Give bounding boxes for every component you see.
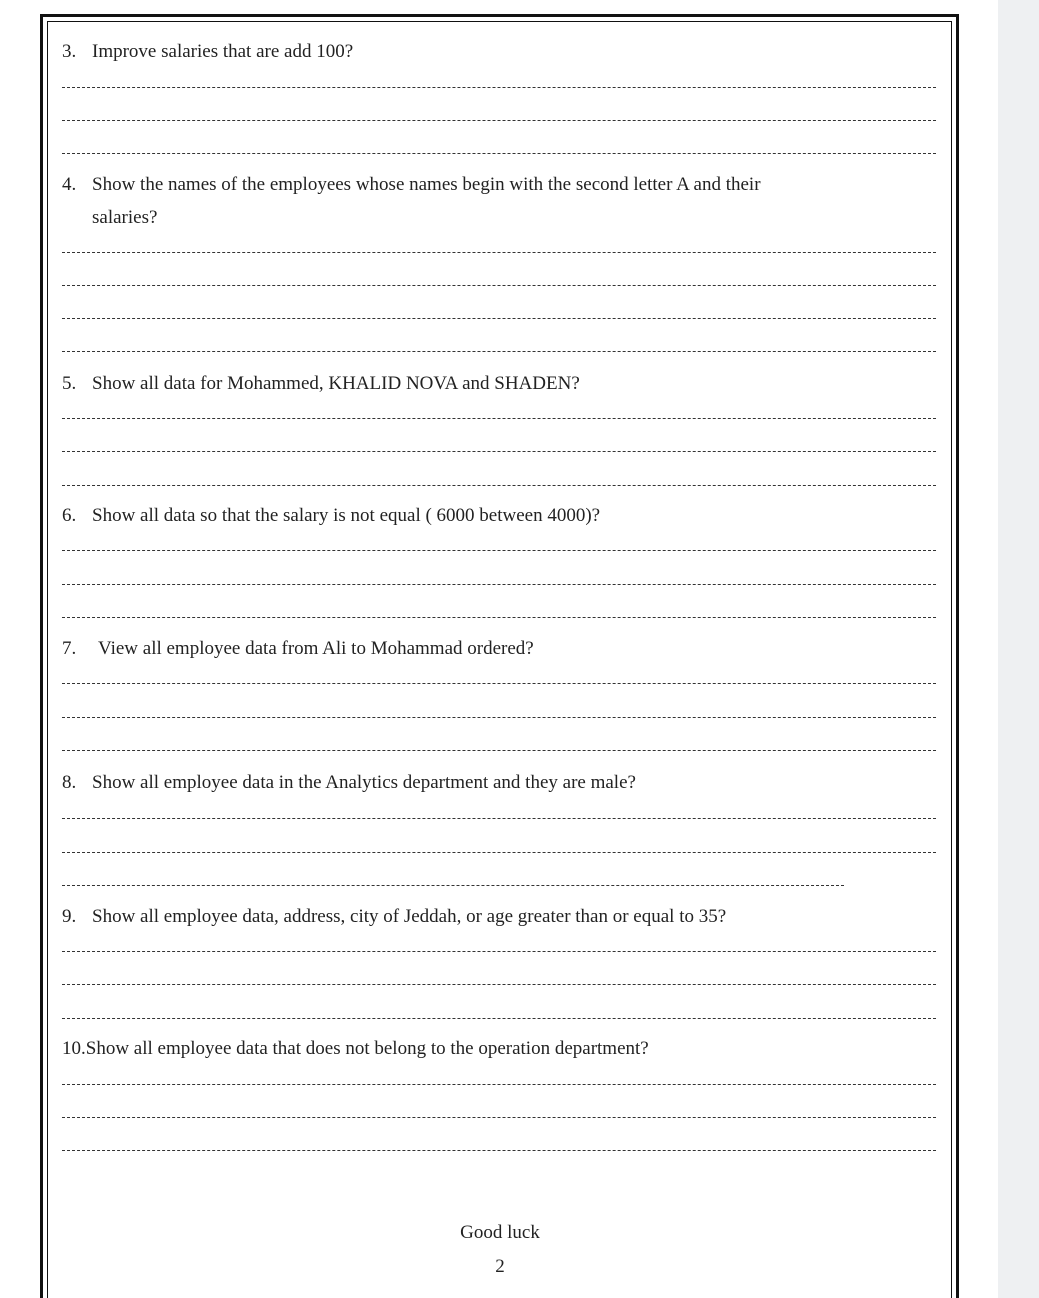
answer-line [62, 87, 936, 88]
viewer-gutter [998, 0, 1039, 1298]
question-text: Show all employee data in the Analytics department and they are male? [92, 772, 636, 793]
answer-line [62, 285, 936, 286]
question-text: Show all employee data, address, city of Jeddah, or age greater than or equal to 35? [92, 906, 727, 927]
question-number: 6. [62, 505, 77, 526]
answer-line [62, 451, 936, 452]
question-7 [62, 638, 534, 660]
answer-line [62, 153, 936, 154]
question-text: Show all data so that the salary is not equal ( 6000 between 4000)? [92, 505, 601, 526]
question-text: Improve salaries that are add 100? [92, 41, 354, 62]
answer-line [62, 683, 936, 684]
answer-line [62, 1084, 936, 1085]
question-text: View all employee data from Ali to Mohammad ordered? [98, 638, 534, 659]
question-4 [62, 174, 761, 196]
answer-line [62, 1117, 936, 1118]
answer-line [62, 984, 936, 985]
answer-line [62, 418, 936, 419]
question-text: Show the names of the employees whose names begin with the second letter A and their [92, 174, 761, 195]
question-9 [62, 906, 726, 928]
answer-line [62, 617, 936, 618]
question-3 [62, 41, 353, 63]
answer-line [62, 550, 936, 551]
answer-line [62, 852, 936, 853]
question-number: 8. [62, 772, 77, 793]
page-number: 2 [495, 1256, 505, 1277]
question-10 [62, 1038, 649, 1060]
answer-line [62, 1018, 936, 1019]
question-number: 7. [62, 638, 77, 659]
answer-line [62, 885, 844, 886]
question-number: 4. [62, 174, 77, 195]
question-4-continuation: salaries? [92, 207, 158, 228]
answer-line [62, 951, 936, 952]
question-number: 3. [62, 41, 77, 62]
answer-line [62, 750, 936, 751]
answer-line [62, 252, 936, 253]
answer-line [62, 717, 936, 718]
answer-line [62, 584, 936, 585]
question-6 [62, 505, 600, 527]
question-text: Show all data for Mohammed, KHALID NOVA and SHADEN? [92, 373, 580, 394]
question-5 [62, 373, 580, 395]
question-number: 9. [62, 906, 77, 927]
answer-line [62, 120, 936, 121]
question-number: 10. [62, 1038, 86, 1059]
answer-line [62, 318, 936, 319]
answer-line [62, 351, 936, 352]
question-8 [62, 772, 636, 794]
closing-text: Good luck [460, 1222, 540, 1243]
question-number: 5. [62, 373, 77, 394]
answer-line [62, 1150, 936, 1151]
question-text: Show all employee data that does not belong to the operation department? [85, 1038, 649, 1059]
answer-line [62, 485, 936, 486]
answer-line [62, 818, 936, 819]
